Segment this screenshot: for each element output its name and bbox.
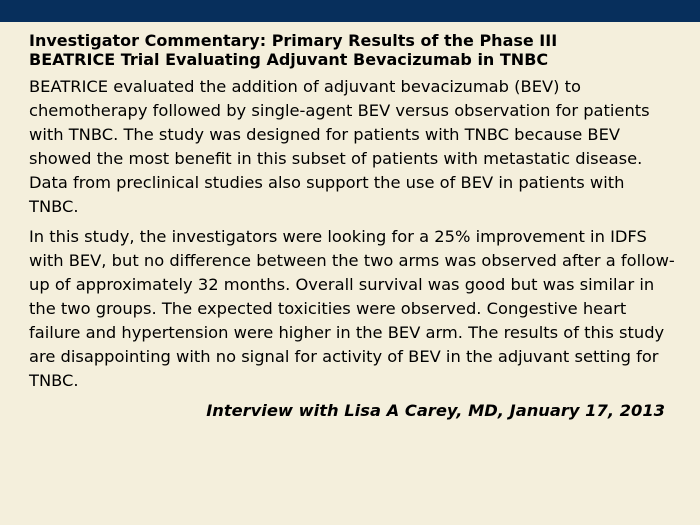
slide-content — [29, 31, 679, 423]
interview-signature: Interview with Lisa A Carey, MD, January 17, 2013 — [206, 401, 665, 420]
header-bar — [0, 0, 700, 22]
title-line-1: Investigator Commentary: Primary Results of the Phase III — [29, 31, 558, 50]
commentary-paragraph-2: In this study, the investigators were looking for a 25% improvement in IDFS with BEV, but no difference between the two arms was observed after a follow-up of approximately 32 months. Overall survival was good but was similar in the two groups. The expected toxicities were observed. Congestive heart failure and hypertension were higher in the BEV arm. The results of this study are disappointing with no signal for activity of BEV in the adjuvant setting for TNBC. — [29, 227, 675, 390]
title-line-2: BEATRICE Trial Evaluating Adjuvant Bevacizumab in TNBC — [29, 50, 549, 69]
slide-title — [29, 31, 679, 69]
commentary-paragraph-1: BEATRICE evaluated the addition of adjuvant bevacizumab (BEV) to chemotherapy followed by single-agent BEV versus observation for patients with TNBC. The study was designed for patients with TNBC because BEV showed the most benefit in this subset of patients with metastatic disease. Data from preclinical studies also support the use of BEV in patients with TNBC. — [29, 77, 650, 216]
